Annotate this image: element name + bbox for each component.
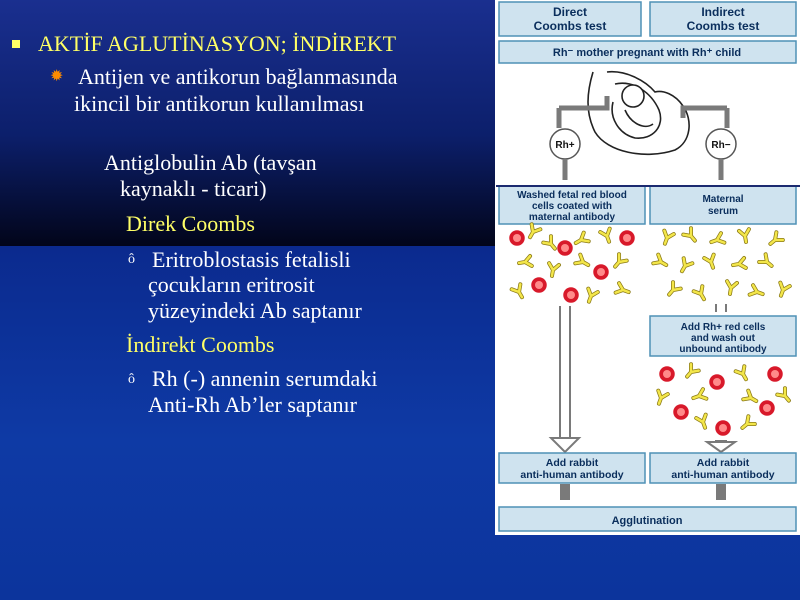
- add-rh-2: and wash out: [691, 333, 755, 344]
- agglutination-label: Agglutination: [611, 515, 683, 527]
- sub-line-1: Antijen ve antikorun bağlanmasında: [78, 64, 398, 89]
- direct-coombs-label: Direk Coombs: [126, 211, 255, 236]
- direct-desc-3: yüzeyindeki Ab saptanır: [148, 298, 362, 323]
- square-bullet-icon: [12, 40, 20, 48]
- add-rabbit-left-2: anti-human antibody: [520, 469, 624, 481]
- antiglobulin-line-1: Antiglobulin Ab (tavşan: [104, 150, 317, 175]
- washed-1: Washed fetal red blood: [517, 190, 627, 201]
- add-rabbit-right-2: anti-human antibody: [671, 469, 775, 481]
- o-glyph-icon: ô: [128, 252, 135, 267]
- sub-line-2: ikincil bir antikorun kullanılması: [74, 91, 365, 116]
- add-rh-3: unbound antibody: [679, 344, 767, 355]
- add-rabbit-left-1: Add rabbit: [545, 457, 599, 469]
- direct-desc-2: çocukların eritrosit: [148, 272, 315, 297]
- direct-title-2: Coombs test: [533, 19, 607, 33]
- indirect-title-1: Indirect: [701, 5, 745, 19]
- indirect-coombs-label: İndirekt Coombs: [126, 332, 275, 357]
- indirect-desc-1: Rh (-) annenin serumdaki: [152, 366, 378, 391]
- direct-desc-1: Eritroblostasis fetalisli: [152, 247, 351, 272]
- maternal-serum-box: [650, 186, 796, 224]
- indirect-title-2: Coombs test: [686, 19, 760, 33]
- divider-line: [496, 185, 800, 187]
- coombs-test-diagram: [495, 0, 800, 535]
- antiglobulin-line-2: kaynaklı - ticari): [120, 176, 267, 201]
- rh-minus-label: Rh−: [711, 140, 731, 151]
- direct-title-1: Direct: [552, 5, 588, 19]
- maternal-2: serum: [707, 206, 739, 217]
- washed-2: cells coated with: [531, 201, 613, 212]
- rh-plus-label: Rh+: [555, 140, 575, 151]
- o-glyph-icon: ô: [128, 372, 135, 387]
- mother-label: Rh⁻ mother pregnant with Rh⁺ child: [552, 47, 742, 59]
- add-rabbit-right-1: Add rabbit: [696, 457, 750, 469]
- maternal-1: Maternal: [702, 194, 744, 205]
- sun-bullet-icon: ✹: [50, 68, 64, 85]
- washed-3: maternal antibody: [528, 212, 616, 223]
- slide-heading: AKTİF AGLUTİNASYON; İNDİREKT: [38, 31, 397, 56]
- add-rh-1: Add Rh+ red cells: [680, 322, 766, 333]
- indirect-desc-2: Anti-Rh Ab’ler saptanır: [148, 392, 357, 417]
